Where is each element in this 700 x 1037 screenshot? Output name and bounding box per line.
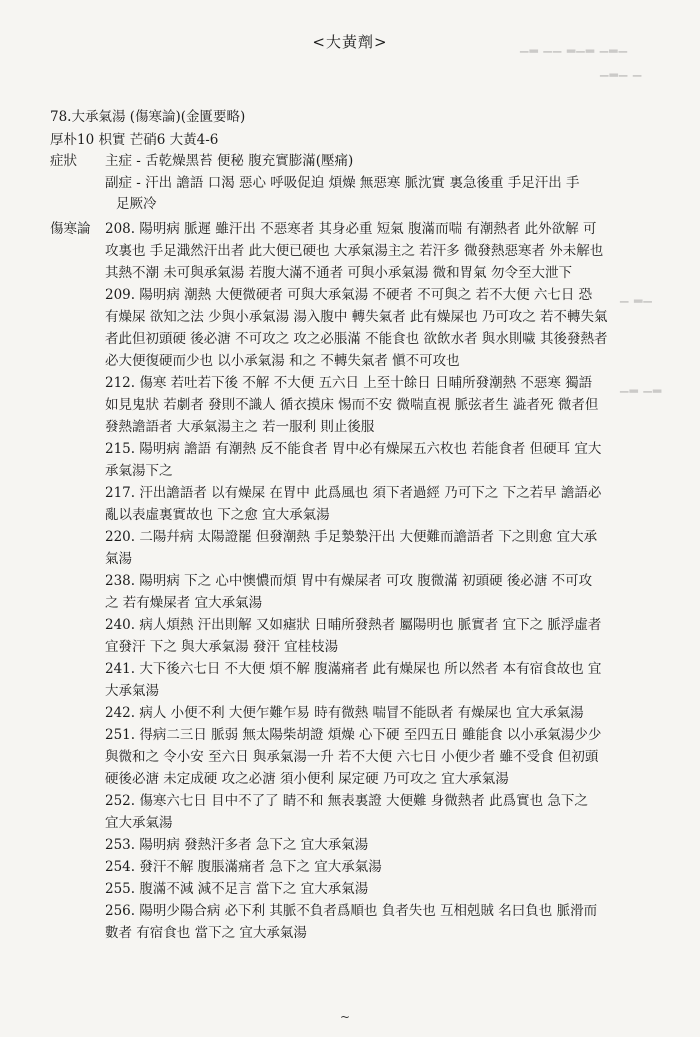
treatise-entry-line: 氣湯: [105, 551, 132, 567]
treatise-entry: [105, 570, 635, 614]
treatise-entry-line: 其熱不潮 未可與承氣湯 若腹大滿不通者 可與小承氣湯 微和胃氣 勿令至大泄下: [105, 265, 572, 281]
treatise-entry-line: 242. 病人 小便不利 大便乍難乍易 時有微熱 喘冒不能臥者 有燥屎也 宜大承氣湯: [105, 705, 584, 721]
treatise-entry-line: 大承氣湯: [105, 683, 159, 699]
bleed-through-text: ▁ ▂▁: [620, 290, 653, 303]
treatise-entry-line: 217. 汗出譫語者 以有燥屎 在胃中 此爲風也 須下者過經 乃可下之 下之若早 譫語必: [105, 485, 602, 501]
treatise-entry-line: 254. 發汗不解 腹脹滿痛者 急下之 宜大承氣湯: [105, 859, 382, 875]
treatise-entry-line: 承氣湯下之: [105, 463, 173, 479]
treatise-entry-line: 212. 傷寒 若吐若下後 不解 不大便 五六日 上至十餘日 日晡所發潮熱 不惡寒 獨語: [105, 375, 593, 391]
bleed-through-text: ▁▂▁ ▁: [600, 64, 643, 77]
treatise-entry-line: 攻裏也 手足濈然汗出者 此大便已硬也 大承氣湯主之 若汗多 微發熱惡寒者 外未解也: [105, 243, 604, 259]
treatise-entry-line: 之 若有燥屎者 宜大承氣湯: [105, 595, 263, 611]
treatise-entry-line: 者此但初頭硬 後必溏 不可攻之 攻之必脹滿 不能食也 欲飲水者 與水則噦 其後發熱者: [105, 331, 608, 347]
treatise-entry-line: 硬後必溏 未定成硬 攻之必溏 須小便利 屎定硬 乃可攻之 宜大承氣湯: [105, 771, 509, 787]
treatise-label: 傷寒論: [50, 221, 91, 237]
bleed-through-text: ▁▂ ▁▂: [620, 380, 663, 393]
page-number: ~: [340, 1010, 351, 1024]
treatise-entry-line: 256. 陽明少陽合病 必下利 其脈不負者爲順也 負者失也 互相剋賊 名曰負也 脈滑而: [105, 903, 598, 919]
treatise-entry-line: 220. 二陽幷病 太陽證罷 但發潮熱 手足漐漐汗出 大便難而譫語者 下之則愈 宜大承: [105, 529, 598, 545]
treatise-entry-line: 241. 大下後六七日 不大便 煩不解 腹滿痛者 此有燥屎也 所以然者 本有宿食故也 宜: [105, 661, 602, 677]
symptoms-main: 主症 - 舌乾燥黑苔 便秘 腹充實膨滿(壓痛): [105, 153, 354, 169]
treatise-entry-line: 240. 病人煩熱 汗出則解 又如瘧狀 日晡所發熱者 屬陽明也 脈實者 宜下之 脈浮虛者: [105, 617, 602, 633]
treatise-entry-line: 數者 有宿食也 當下之 宜大承氣湯: [105, 925, 307, 941]
treatise-entry: [105, 790, 635, 834]
treatise-entry-line: 宜大承氣湯: [105, 815, 173, 831]
treatise-entry: [105, 284, 635, 372]
treatise-entry: [105, 724, 635, 790]
treatise-block: [50, 218, 635, 944]
treatise-entry-line: 255. 腹滿不減 減不足言 當下之 宜大承氣湯: [105, 881, 369, 897]
treatise-entry: [105, 372, 635, 438]
symptoms-block: [50, 150, 580, 214]
formula-dosage: 厚朴10 枳實 芒硝6 大黃4-6: [50, 132, 219, 148]
treatise-entry-line: 如見鬼狀 若劇者 發則不識人 循衣摸床 惕而不安 微喘直視 脈弦者生 澁者死 微者但: [105, 397, 599, 413]
treatise-entry-line: 251. 得病二三日 脈弱 無太陽柴胡證 煩燥 心下硬 至四五日 雖能食 以小承氣湯少少: [105, 727, 602, 743]
symptoms-label: 症狀: [50, 153, 77, 169]
treatise-entry-line: 208. 陽明病 脈遲 雖汗出 不惡寒者 其身必重 短氣 腹滿而喘 有潮熱者 此外欲解 可: [105, 221, 597, 237]
treatise-entry: [105, 218, 635, 284]
symptoms-sub-continued: 足厥冷: [116, 196, 157, 212]
formula-heading: 78.大承氣湯 (傷寒論)(金匱要略): [50, 109, 246, 125]
treatise-entry: [105, 658, 635, 702]
treatise-entry-line: 252. 傷寒六七日 目中不了了 睛不和 無表裏證 大便難 身微熱者 此爲實也 急下之: [105, 793, 588, 809]
treatise-entries: [105, 218, 635, 944]
treatise-entry: [105, 878, 635, 900]
treatise-entry-line: 發熱譫語者 大承氣湯主之 若一服利 則止後服: [105, 419, 375, 435]
treatise-entry-line: 必大便復硬而少也 以小承氣湯 和之 不轉失氣者 愼不可攻也: [105, 353, 460, 369]
symptoms-sub: 副症 - 汗出 譫語 口渴 惡心 呼吸促迫 煩燥 無惡寒 脈沈實 裏急後重 手足汗出 手: [105, 175, 580, 191]
section-title: <大黃劑>: [312, 33, 388, 51]
treatise-entry-line: 215. 陽明病 譫語 有潮熱 反不能食者 胃中必有燥屎五六枚也 若能食者 但硬耳 宜大: [105, 441, 602, 457]
treatise-entry: [105, 438, 635, 482]
treatise-entry: [105, 834, 635, 856]
treatise-entry: [105, 614, 635, 658]
treatise-entry-line: 與微和之 令小安 至六日 與承氣湯一升 若不大便 六七日 小便少者 雖不受食 但初頭: [105, 749, 599, 765]
treatise-entry-line: 238. 陽明病 下之 心中懊憹而煩 胃中有燥屎者 可攻 腹微滿 初頭硬 後必溏 不可攻: [105, 573, 593, 589]
treatise-entry: [105, 526, 635, 570]
treatise-entry: [105, 702, 635, 724]
treatise-entry: [105, 482, 635, 526]
treatise-entry: [105, 856, 635, 878]
treatise-entry-line: 宜發汗 下之 與大承氣湯 發汗 宜桂枝湯: [105, 639, 339, 655]
treatise-entry-line: 253. 陽明病 發熱汗多者 急下之 宜大承氣湯: [105, 837, 369, 853]
treatise-entry-line: 有燥屎 欲知之法 少與小承氣湯 湯入腹中 轉失氣者 此有燥屎也 乃可攻之 若不轉失氣: [105, 309, 608, 325]
bleed-through-text: ▁▂ ▁▁ ▂▁▂ ▁▂▁: [520, 40, 629, 53]
treatise-entry-line: 209. 陽明病 潮熱 大便微硬者 可與大承氣湯 不硬者 不可與之 若不大便 六七日 恐: [105, 287, 593, 303]
treatise-entry: [105, 900, 635, 944]
treatise-entry-line: 亂以表虛裏實故也 下之愈 宜大承氣湯: [105, 507, 330, 523]
